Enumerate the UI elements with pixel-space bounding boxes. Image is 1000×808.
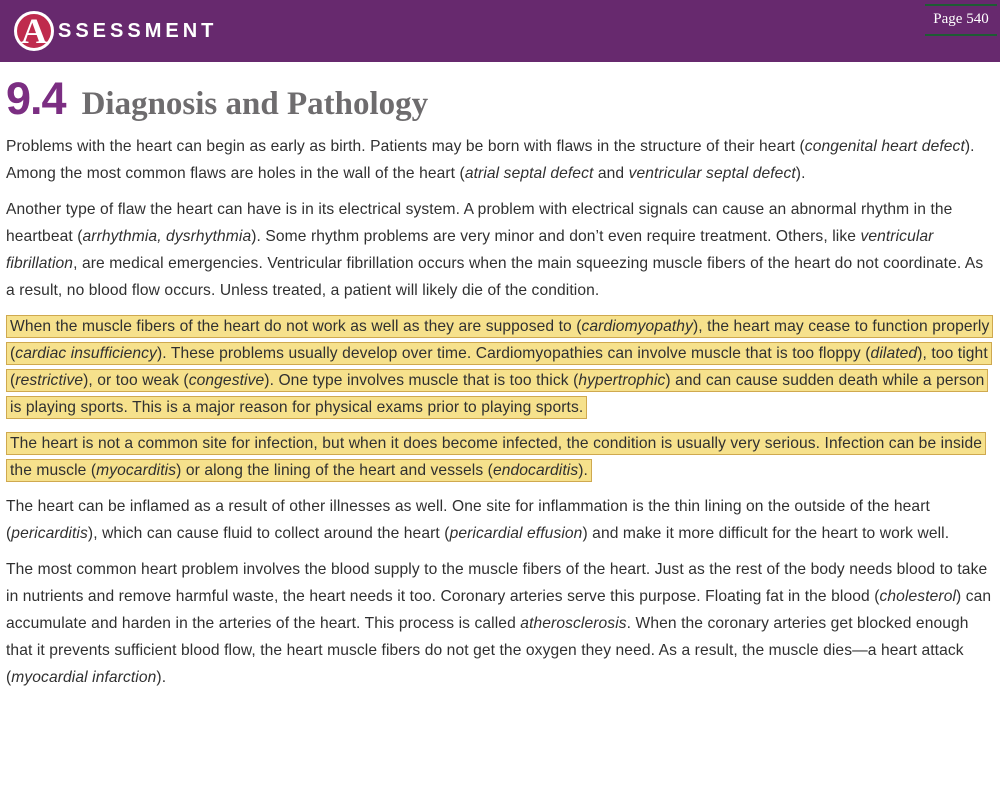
medical-term-italic: myocarditis	[96, 462, 177, 479]
medical-term-italic: dilated	[870, 345, 918, 362]
medical-term-italic: pericardial effusion	[449, 525, 583, 542]
medical-term-italic: congenital heart defect	[804, 138, 965, 155]
assessment-header-bar	[0, 0, 1000, 62]
medical-term-italic: ventricular septal defect	[628, 165, 796, 182]
medical-term-italic: arrhythmia, dysrhythmia	[82, 228, 252, 245]
medical-term-italic: pericarditis	[11, 525, 88, 542]
assessment-logo-text: SSESSMENT	[58, 19, 218, 42]
page-number-label: Page 540	[933, 11, 989, 27]
medical-term-italic: congestive	[188, 372, 265, 389]
medical-term-italic: atherosclerosis	[520, 615, 627, 632]
medical-term-italic: atrial septal defect	[464, 165, 594, 182]
assessment-logo	[14, 11, 217, 51]
page-number-badge	[925, 4, 997, 36]
section-number: 9.4	[6, 73, 66, 124]
medical-term-italic: hypertrophic	[578, 372, 666, 389]
assessment-logo-initial: A	[21, 11, 47, 51]
medical-term-italic: cholesterol	[879, 588, 957, 605]
paragraph: The most common heart problem involves the blood supply to the muscle fibers of the heart. Just as the rest of the body needs blood to take in nutrients and remove harmful waste, the heart needs it too. Coronary arteries serve this purpose. Floating fat in the blood (cholesterol) can accumulate and harden in the arteries of the heart. This process is called atherosclerosis. When the coronary arteries get blocked enough that it prevents sufficient blood flow, the heart muscle fibers do not get the oxygen they need. As a result, the muscle dies—a heart attack (myocardial infarction).	[6, 561, 992, 686]
medical-term-italic: endocarditis	[492, 462, 579, 479]
section-heading	[6, 73, 994, 124]
medical-term-italic: restrictive	[15, 372, 84, 389]
assessment-logo-circle-icon	[14, 11, 54, 51]
medical-term-italic: cardiomyopathy	[581, 318, 693, 335]
document-body	[0, 133, 1000, 691]
medical-term-italic: cardiac insufficiency	[15, 345, 157, 362]
paragraph: The heart can be inflamed as a result of other illnesses as well. One site for inflammation is the thin lining on the outside of the heart (pericarditis), which can cause fluid to collect around the heart (pericardial effusion) and make it more difficult for the heart to work well.	[6, 498, 950, 542]
medical-term-italic: myocardial infarction	[11, 669, 157, 686]
paragraph: Problems with the heart can begin as early as birth. Patients may be born with flaws in the structure of their heart (congenital heart defect). Among the most common flaws are holes in the wall of the heart (atrial septal defect and ventricular septal defect).	[6, 138, 975, 182]
paragraph	[6, 430, 994, 484]
section-title: Diagnosis and Pathology	[81, 86, 429, 122]
medical-term-italic: ventricular fibrillation	[6, 228, 934, 272]
highlight-annotation[interactable]: When the muscle fibers of the heart do not work as well as they are supposed to (cardiomyopathy), the heart may cease to function properly (cardiac insufficiency). These problems usually develop over time. Cardiomyopathies can involve muscle that is too floppy (dilated), too tight (restrictive), or too weak (congestive). One type involves muscle that is too thick (hypertrophic) and can cause sudden death while a person is playing sports. This is a major reason for physical exams prior to playing sports.	[6, 315, 993, 419]
paragraph: Another type of flaw the heart can have is in its electrical system. A problem with electrical signals can cause an abnormal rhythm in the heartbeat (arrhythmia, dysrhythmia). Some rhythm problems are very minor and don’t even require treatment. Others, like ventricular fibrillation, are medical emergencies. Ventricular fibrillation occurs when the main squeezing muscle fibers of the heart do not coordinate. As a result, no blood flow occurs. Unless treated, a patient will likely die of the condition.	[6, 201, 984, 299]
paragraph	[6, 313, 994, 421]
highlight-annotation[interactable]: The heart is not a common site for infection, but when it does become infected, the condition is usually very serious. Infection can be inside the muscle (myocarditis) or along the lining of the heart and vessels (endocarditis).	[6, 432, 986, 482]
